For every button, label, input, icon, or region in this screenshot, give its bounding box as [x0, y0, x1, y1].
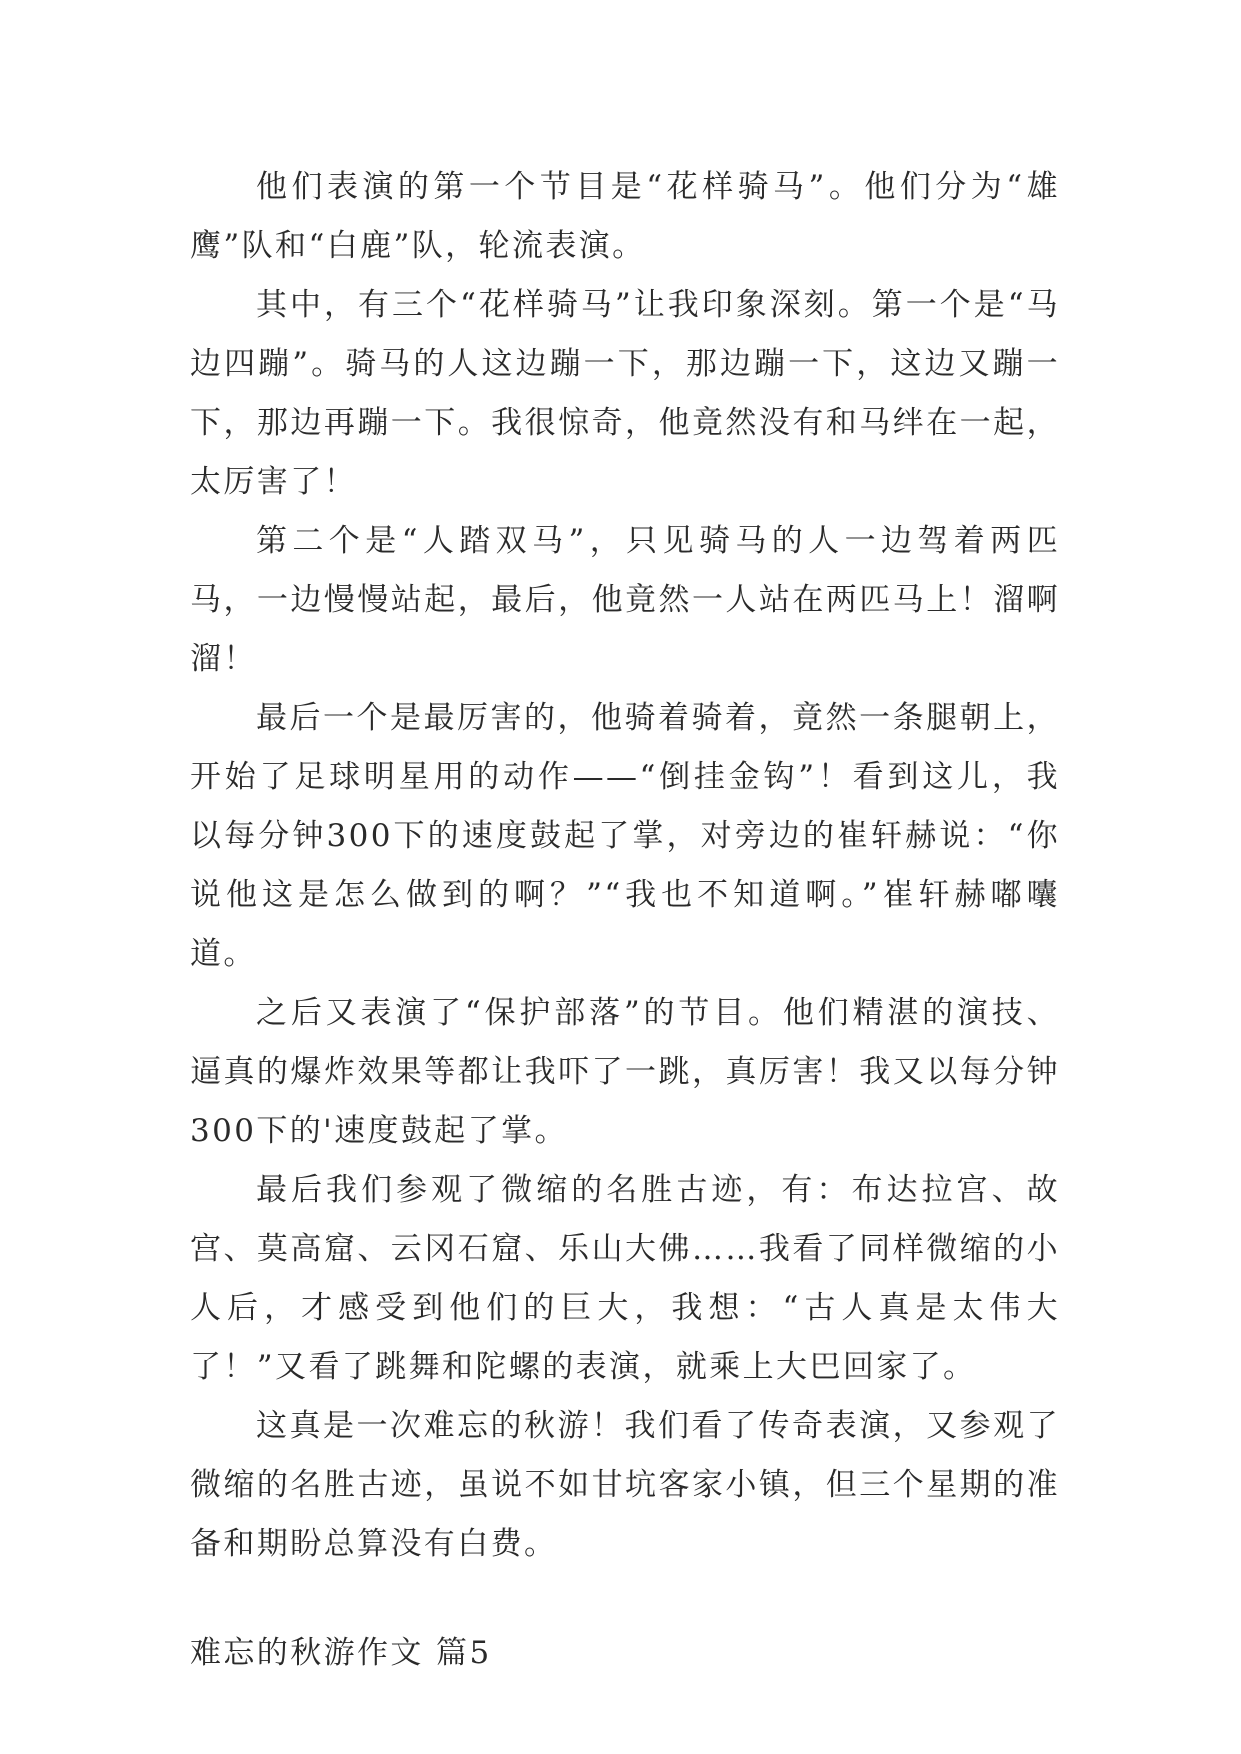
paragraph-1: 他们表演的第一个节目是“花样骑马”。他们分为“雄鹰”队和“白鹿”队，轮流表演。 [190, 169, 1060, 264]
paragraph-5: 之后又表演了“保护部落”的节目。他们精湛的演技、逼真的爆炸效果等都让我吓了一跳，真厉害！我又以每分钟300下的'速度鼓起了掌。 [190, 995, 1060, 1149]
document-body [190, 158, 1060, 1683]
paragraph-4: 最后一个是最厉害的，他骑着骑着，竟然一条腿朝上，开始了足球明星用的动作——“倒挂金钩”！看到这儿，我以每分钟300下的速度鼓起了掌，对旁边的崔轩赫说：“你说他这是怎么做到的啊？”“我也不知道啊。”崔轩赫嘟囔道。 [190, 700, 1060, 972]
paragraph-3: 第二个是“人踏双马”，只见骑马的人一边驾着两匹马，一边慢慢站起，最后，他竟然一人站在两匹马上！溜啊溜！ [190, 523, 1060, 677]
paragraph-6: 最后我们参观了微缩的名胜古迹，有：布达拉宫、故宫、莫高窟、云冈石窟、乐山大佛……我看了同样微缩的小人后，才感受到他们的巨大，我想：“古人真是太伟大了！”又看了跳舞和陀螺的表演，就乘上大巴回家了。 [190, 1172, 1060, 1385]
paragraph-2: 其中，有三个“花样骑马”让我印象深刻。第一个是“马边四蹦”。骑马的人这边蹦一下，那边蹦一下，这边又蹦一下，那边再蹦一下。我很惊奇，他竟然没有和马绊在一起，太厉害了！ [190, 287, 1060, 500]
section-heading: 难忘的秋游作文 篇5 [190, 1635, 492, 1671]
paragraph-7: 这真是一次难忘的秋游！我们看了传奇表演，又参观了微缩的名胜古迹，虽说不如甘坑客家小镇，但三个星期的准备和期盼总算没有白费。 [190, 1408, 1060, 1562]
